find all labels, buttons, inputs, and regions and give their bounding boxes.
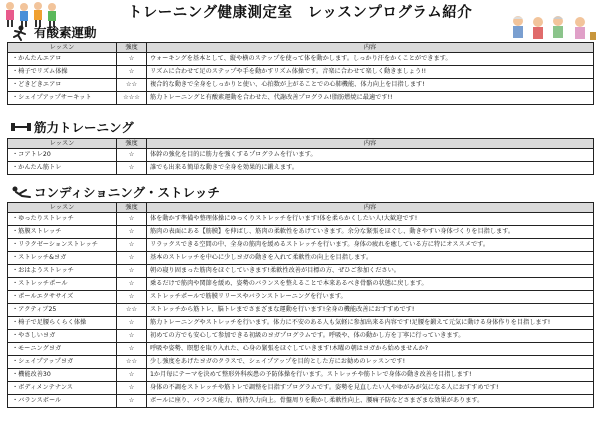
lesson-name: ・かんたんエアロ (8, 53, 117, 66)
table-row (8, 395, 594, 408)
lesson-level: ☆ (117, 66, 147, 79)
table-row (8, 162, 594, 175)
lesson-level: ☆ (117, 149, 147, 162)
lesson-name: ・ゆったりストレッチ (8, 213, 117, 226)
runner-icon (10, 25, 30, 41)
lesson-name: ・アクティブ25 (8, 304, 117, 317)
lesson-level: ☆ (117, 53, 147, 66)
header-content: 内容 (147, 139, 594, 149)
lesson-name: ・コアトレ20 (8, 149, 117, 162)
stretching-person-icon (10, 185, 32, 201)
lesson-name: ・筋膜ストレッチ (8, 226, 117, 239)
lesson-level: ☆ (117, 213, 147, 226)
lesson-level: ☆ (117, 317, 147, 330)
lesson-description: 少し強度をあげたヨガのクラスで、シェイプアップを目的とした方にお勧めのレッスンです! (147, 356, 594, 369)
lesson-description: リラックスできる空間の中、全身の筋肉を緩めるストレッチを行います。身体の疲れを癒している方に特にオススメです。 (147, 239, 594, 252)
lesson-level: ☆☆ (117, 356, 147, 369)
lesson-name: ・リラクゼーションストレッチ (8, 239, 117, 252)
lesson-name: ・モーニングヨガ (8, 343, 117, 356)
table-row (8, 226, 594, 239)
header-lesson: レッスン (8, 203, 117, 213)
aerobic-table (7, 42, 594, 105)
lesson-description: 基本のストレッチを中心に少しヨガの動きを入れて柔軟性の向上を目指します。 (147, 252, 594, 265)
lesson-description: 体幹の強化を目的に筋力を強くするプログラムを行います。 (147, 149, 594, 162)
lesson-name: ・どきどきエアロ (8, 79, 117, 92)
lesson-description: ボールに座り、バランス能力、筋持久力向上。骨盤周りを動かし柔軟性向上、腰痛予防などさまざまな効果があります。 (147, 395, 594, 408)
table-header-row (8, 43, 594, 53)
lesson-description: ストレッチポールで筋膜リリースやバランストレーニングを行います。 (147, 291, 594, 304)
header-level: 強度 (117, 43, 147, 53)
table-row (8, 239, 594, 252)
header-content: 内容 (147, 43, 594, 53)
table-row (8, 356, 594, 369)
lesson-description: ストレッチから筋トレ、脳トレまでさまざまな運動を行います!全身の機能改善におすすめです! (147, 304, 594, 317)
lesson-description: 呼吸や姿勢、瞑想を取り入れた、心身の緊張をほぐしていきます!木曜の朝はヨガから始めませんか? (147, 343, 594, 356)
lesson-level: ☆ (117, 162, 147, 175)
lesson-description: リズムに合わせて足のステップや手を動かすリズム体操です。音楽に合わせて楽しく動きましょう!! (147, 66, 594, 79)
lesson-name: ・かんたん筋トレ (8, 162, 117, 175)
lesson-level: ☆☆ (117, 79, 147, 92)
lesson-description: 朝の寝り固まった筋肉をほぐしていきます!柔軟性改善が目標の方、ぜひご参加ください。 (147, 265, 594, 278)
table-row (8, 304, 594, 317)
header-lesson: レッスン (8, 139, 117, 149)
lesson-level: ☆ (117, 291, 147, 304)
lesson-description: 乗るだけで筋肉や関節を緩め、姿勢のバランスを整えることで本来あるべき骨骼の状態に戻します。 (147, 278, 594, 291)
lesson-level: ☆ (117, 369, 147, 382)
strength-table (7, 138, 594, 175)
lesson-name: ・おはようストレッチ (8, 265, 117, 278)
lesson-name: ・ストレッチポール (8, 278, 117, 291)
lesson-level: ☆ (117, 252, 147, 265)
lesson-description: 1か月毎にテーマを決めて整形外科疾患の予防体操を行います。ストレッチや筋トレで身体の動き改善を目指します! (147, 369, 594, 382)
table-row (8, 265, 594, 278)
lesson-description: 誰でも出来る簡単な動きで全身を効果的に鍛えます。 (147, 162, 594, 175)
lesson-level: ☆☆ (117, 304, 147, 317)
table-row (8, 252, 594, 265)
elderly-people-illustration-right (508, 14, 598, 44)
table-row (8, 278, 594, 291)
header-level: 強度 (117, 139, 147, 149)
table-row (8, 53, 594, 66)
table-row (8, 66, 594, 79)
lesson-description: 初めての方でも安心して参加できる初級のヨガプログラムです。呼吸や、体の動かし方を丁寧に行っていきます。 (147, 330, 594, 343)
lesson-level: ☆☆☆ (117, 92, 147, 105)
lesson-description: 筋力トレーニングと有酸素運動を合わせた、代謝改善プログラム!脂肪燃焼に最適です!! (147, 92, 594, 105)
lesson-level: ☆ (117, 395, 147, 408)
lesson-level: ☆ (117, 265, 147, 278)
table-header-row (8, 139, 594, 149)
lesson-description: 身体の不調をストレッチや筋トレで調整を目指すプログラムです。姿勢を見直したい人やゆがみが気になる人におすすめです! (147, 382, 594, 395)
table-row (8, 330, 594, 343)
dumbbell-icon (10, 120, 32, 134)
lesson-name: ・椅子で足腰らくらく体操 (8, 317, 117, 330)
lesson-description: 体を動かす準備や整理体操にゆっくりストレッチを行います!体を柔らかくしたい人!大歓迎です! (147, 213, 594, 226)
lesson-description: 複合的な動きで全身をしっかりと使い、心拍数が上がることでの心肺機能、体力向上を目指します! (147, 79, 594, 92)
page-title: トレーニング健康測定室 レッスンプログラム紹介 (127, 5, 473, 21)
lesson-description: ウォーキングを基本として、縦や横のステップを使って体を動かします。しっかり汗をかくことができます。 (147, 53, 594, 66)
lesson-name: ・ボディメンテナンス (8, 382, 117, 395)
lesson-level: ☆ (117, 226, 147, 239)
lesson-description: 筋肉の表面にある【筋膜】を伸ばし、筋肉の柔軟性をあげていきます。余分な緊張をほぐし、動きやすい身体づくりを目指します。 (147, 226, 594, 239)
section-title-conditioning: コンディショニング・ストレッチ (34, 185, 220, 200)
lesson-description: 筋力トレーニングやストレッチを行います。体力に不安のある人も気軽に参加出来る内容です!足腰を鍛えて元気に動ける身体作りを目指します! (147, 317, 594, 330)
lesson-name: ・椅子でリズム体操 (8, 66, 117, 79)
lesson-name: ・やさしいヨガ (8, 330, 117, 343)
header-content: 内容 (147, 203, 594, 213)
lesson-name: ・ストレッチ&ヨガ (8, 252, 117, 265)
section-title-strength: 筋力トレーニング (34, 120, 134, 135)
lesson-name: ・シェイプアップヨガ (8, 356, 117, 369)
table-row (8, 369, 594, 382)
lesson-name: ・シェイプアップサーキット (8, 92, 117, 105)
table-row (8, 92, 594, 105)
conditioning-table (7, 202, 594, 408)
lesson-level: ☆ (117, 330, 147, 343)
table-row (8, 79, 594, 92)
table-row (8, 149, 594, 162)
header-level: 強度 (117, 203, 147, 213)
lesson-level: ☆ (117, 239, 147, 252)
lesson-level: ☆ (117, 278, 147, 291)
table-header-row (8, 203, 594, 213)
table-row (8, 317, 594, 330)
header-lesson: レッスン (8, 43, 117, 53)
lesson-name: ・ポールエクササイズ (8, 291, 117, 304)
table-row (8, 343, 594, 356)
lesson-level: ☆ (117, 343, 147, 356)
table-row (8, 291, 594, 304)
table-row (8, 382, 594, 395)
section-title-aerobic: 有酸素運動 (34, 25, 97, 40)
lesson-name: ・バランスボール (8, 395, 117, 408)
lesson-level: ☆ (117, 382, 147, 395)
lesson-name: ・機能改善30 (8, 369, 117, 382)
table-row (8, 213, 594, 226)
